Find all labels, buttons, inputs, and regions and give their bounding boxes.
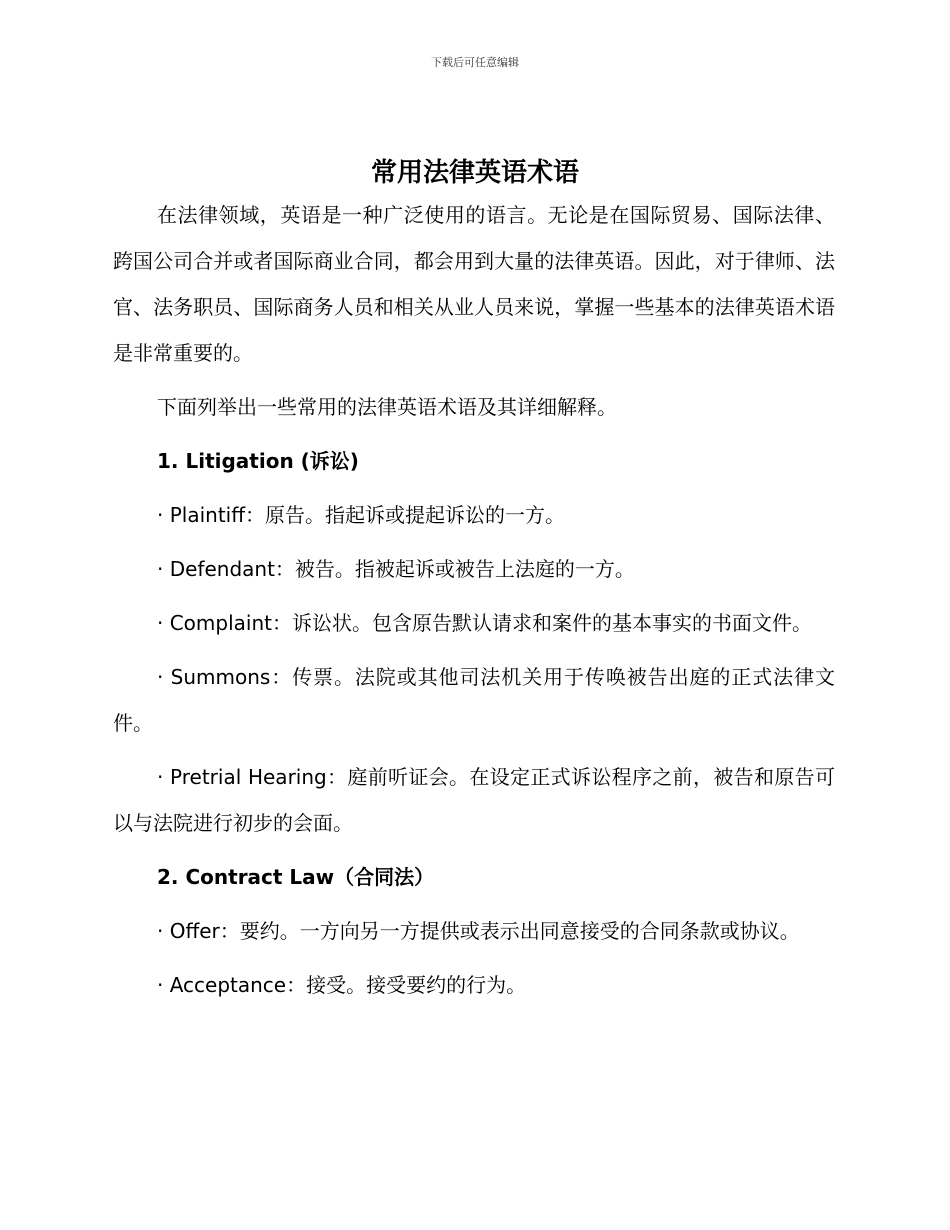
section-heading-contract-law: 2. Contract Law（合同法） — [157, 865, 435, 889]
term-pretrial-hearing: · Pretrial Hearing：庭前听证会。在设定正式诉讼程序之前，被告和原告可以与法院进行初步的会面。 — [113, 765, 835, 835]
page-header: 下载后可任意编辑 — [431, 56, 519, 69]
document-body — [113, 192, 835, 1008]
term-defendant: · Defendant：被告。指被起诉或被告上法庭的一方。 — [157, 557, 635, 581]
section-heading-litigation: 1. Litigation (诉讼) — [157, 449, 359, 473]
lead-paragraph: 下面列举出一些常用的法律英语术语及其详细解释。 — [157, 395, 617, 419]
term-plaintiff: · Plaintiff：原告。指起诉或提起诉讼的一方。 — [157, 503, 565, 527]
intro-paragraph: 在法律领域，英语是一种广泛使用的语言。无论是在国际贸易、国际法律、跨国公司合并或者国际商业合同，都会用到大量的法律英语。因此，对于律师、法官、法务职员、国际商务人员和相关从业人员来说，掌握一些基本的法律英语术语是非常重要的。 — [113, 203, 835, 365]
term-complaint: · Complaint：诉讼状。包含原告默认请求和案件的基本事实的书面文件。 — [157, 611, 812, 635]
document-title: 常用法律英语术语 — [370, 158, 579, 188]
term-acceptance: · Acceptance：接受。接受要约的行为。 — [157, 973, 527, 997]
term-summons: · Summons：传票。法院或其他司法机关用于传唤被告出庭的正式法律文件。 — [113, 665, 835, 735]
term-offer: · Offer：要约。一方向另一方提供或表示出同意接受的合同条款或协议。 — [157, 919, 800, 943]
